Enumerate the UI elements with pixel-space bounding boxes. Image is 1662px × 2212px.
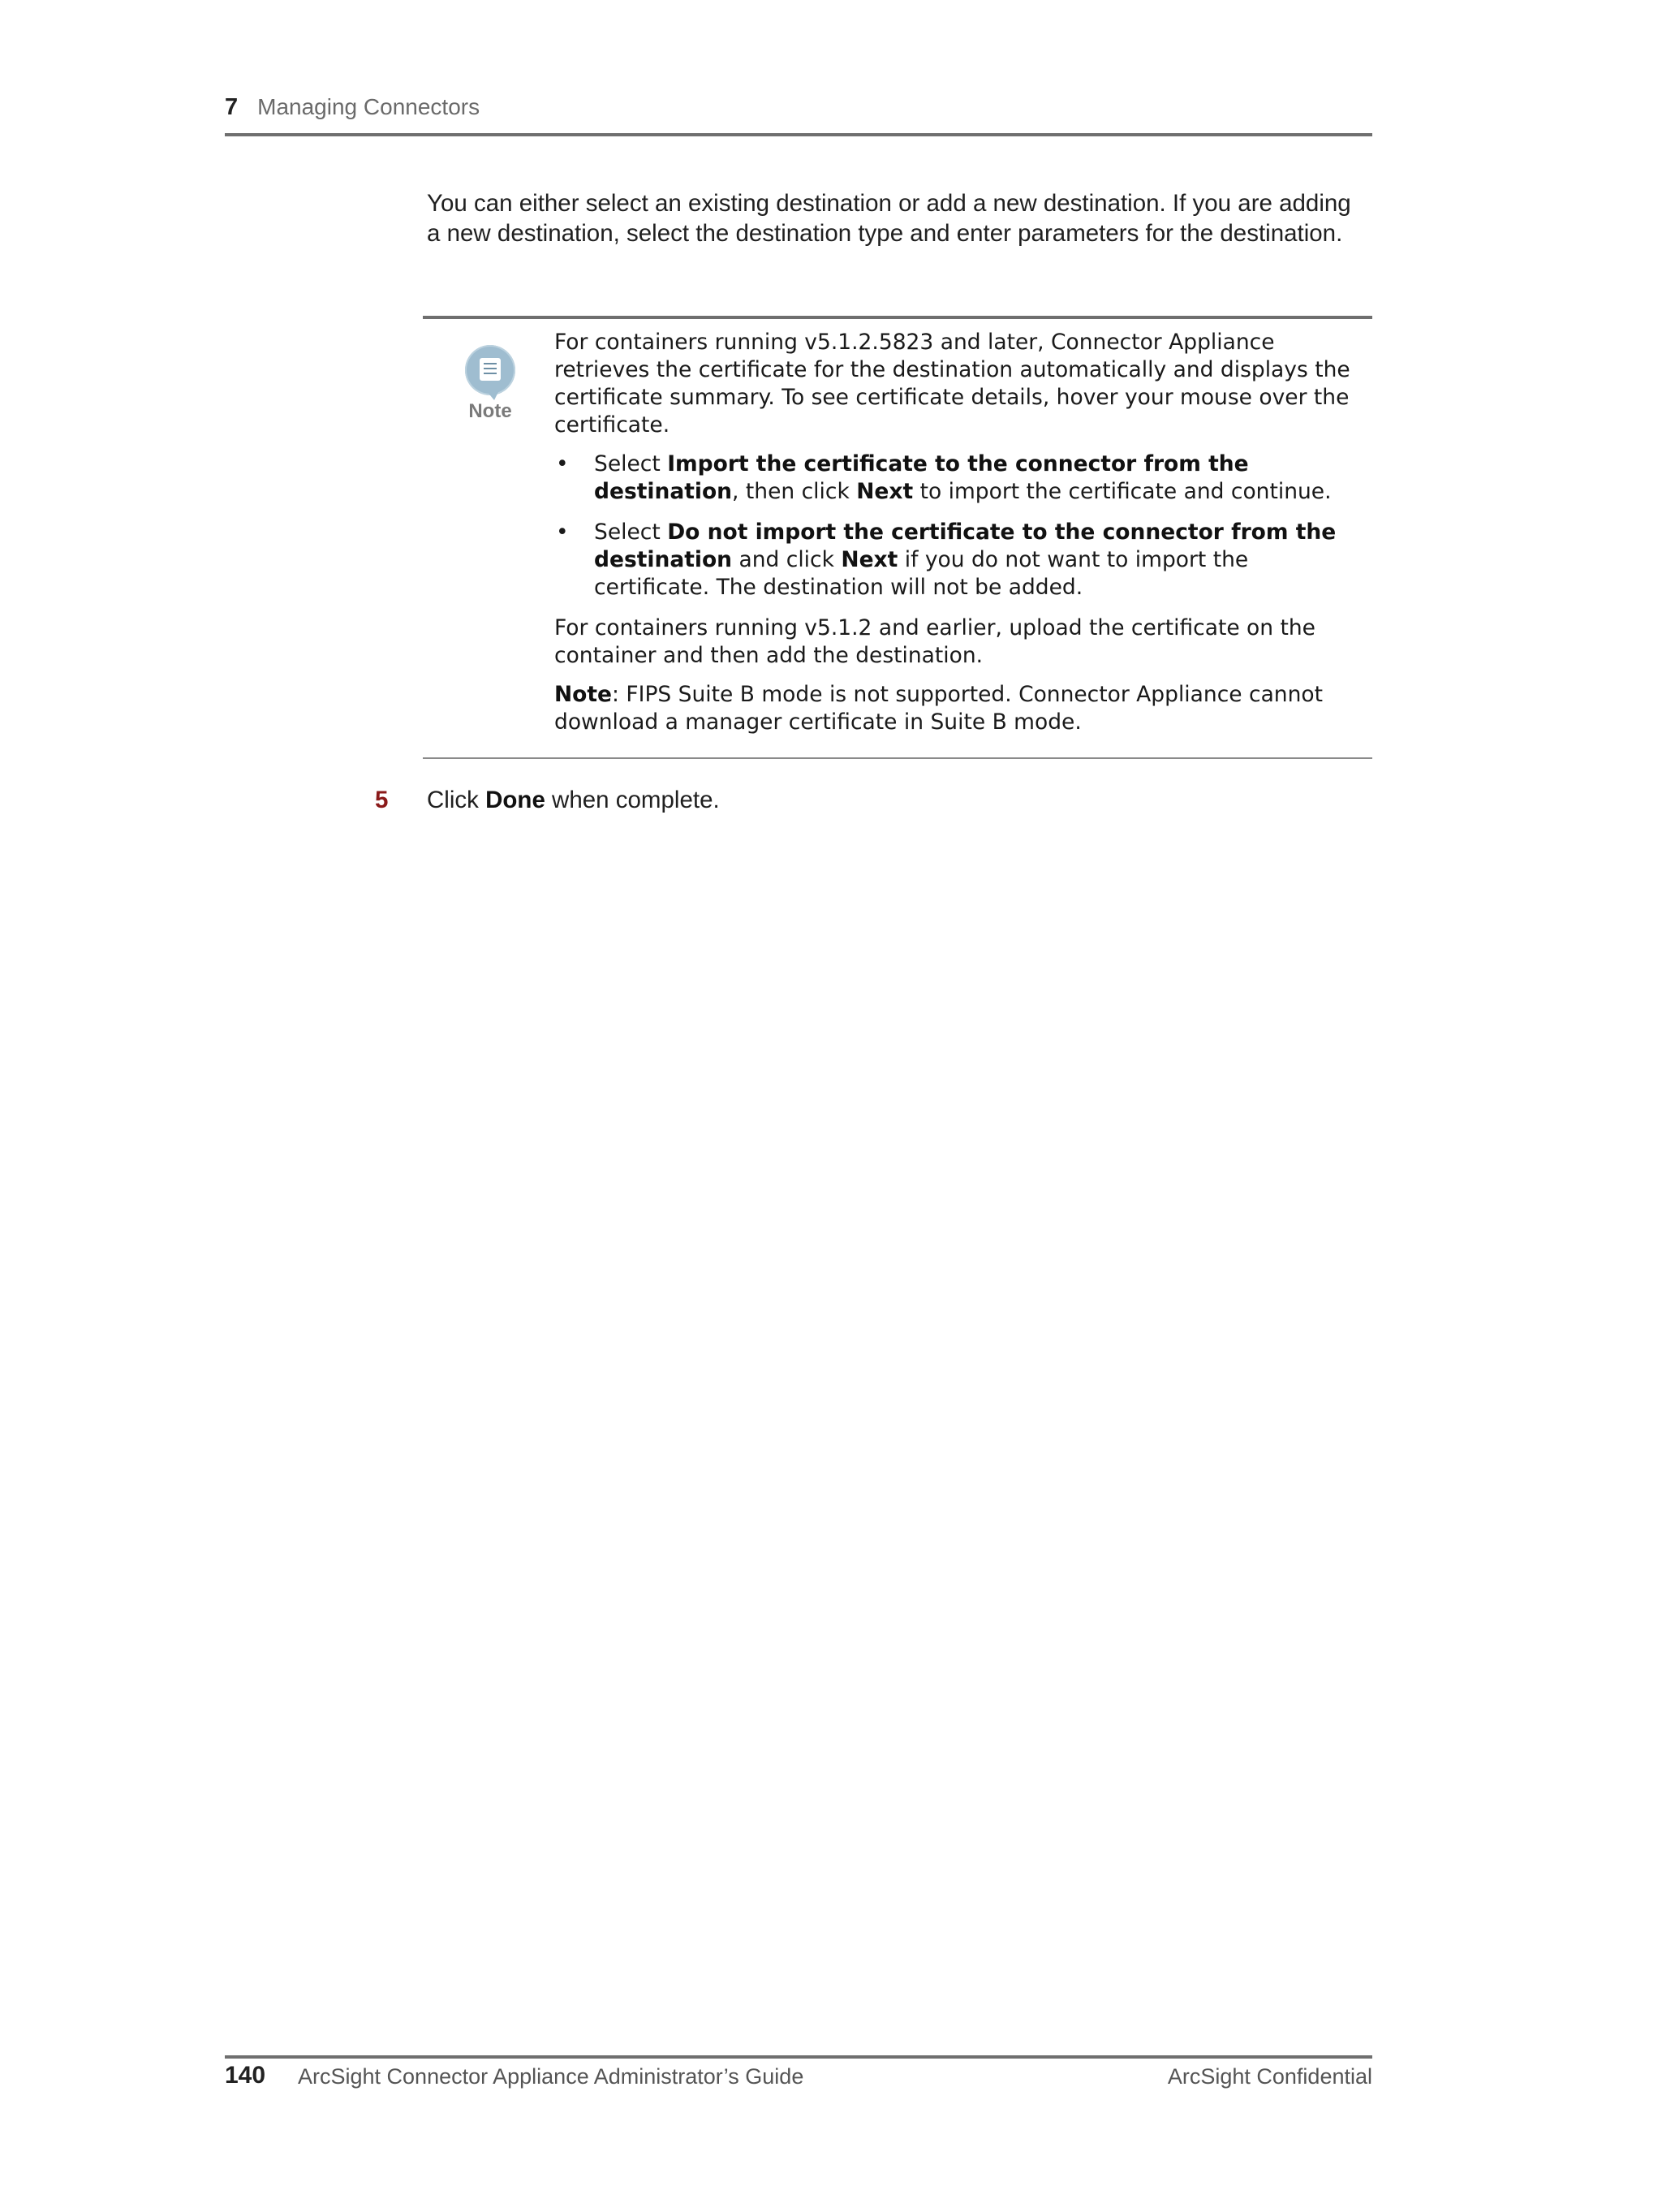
note-content	[554, 329, 1366, 748]
guide-title: ArcSight Connector Appliance Administrator’s Guide	[298, 2064, 804, 2089]
next-label: Next	[856, 479, 914, 504]
note-bullet-item: • Select Do not import the certificate to the connector from the destination and click Next if you do not want to import the certificate. The destination will not be added.	[556, 520, 1337, 600]
intro-paragraph: You can either select an existing destination or add a new destination. If you are adding a new destination, select the destination type and enter parameters for the destination.	[427, 190, 1351, 247]
note-paragraph: Note: FIPS Suite B mode is not supported. Connector Appliance cannot download a manager certificate in Suite B mode.	[554, 682, 1324, 735]
note-box	[423, 316, 1372, 759]
page-header	[225, 88, 1372, 136]
done-label: Done	[485, 787, 545, 813]
note-paragraph: For containers running v5.1.2.5823 and later, Connector Appliance retrieves the certificate for the destination automatically and displays the certificate summary. To see certificate details, hover your mouse over the certificate.	[554, 330, 1350, 438]
chapter-number: 7	[225, 94, 239, 120]
note-bullet-item: • Select Import the certificate to the connector from the destination, then click Next to import the certificate and continue.	[556, 451, 1332, 504]
step-number: 5	[375, 787, 389, 813]
confidential-label: ArcSight Confidential	[1167, 2064, 1372, 2089]
step-text: Click Done when complete.	[427, 787, 720, 813]
note-icon	[447, 340, 527, 428]
next-label: Next	[841, 547, 898, 572]
note-emphasis: Note	[554, 682, 613, 707]
import-certificate-option: Import the certificate to the connector from the destination	[594, 451, 1249, 504]
do-not-import-certificate-option: Do not import the certificate to the connector from the destination	[594, 520, 1337, 572]
note-paragraph: For containers running v5.1.2 and earlier, upload the certificate on the container and then add the destination.	[554, 615, 1315, 668]
chapter-title: Managing Connectors	[257, 94, 480, 119]
note-icon-label: Note	[468, 400, 512, 422]
page-number: 140	[225, 2062, 266, 2089]
page-footer	[225, 2055, 1372, 2101]
note-bullet-list	[554, 451, 1366, 602]
